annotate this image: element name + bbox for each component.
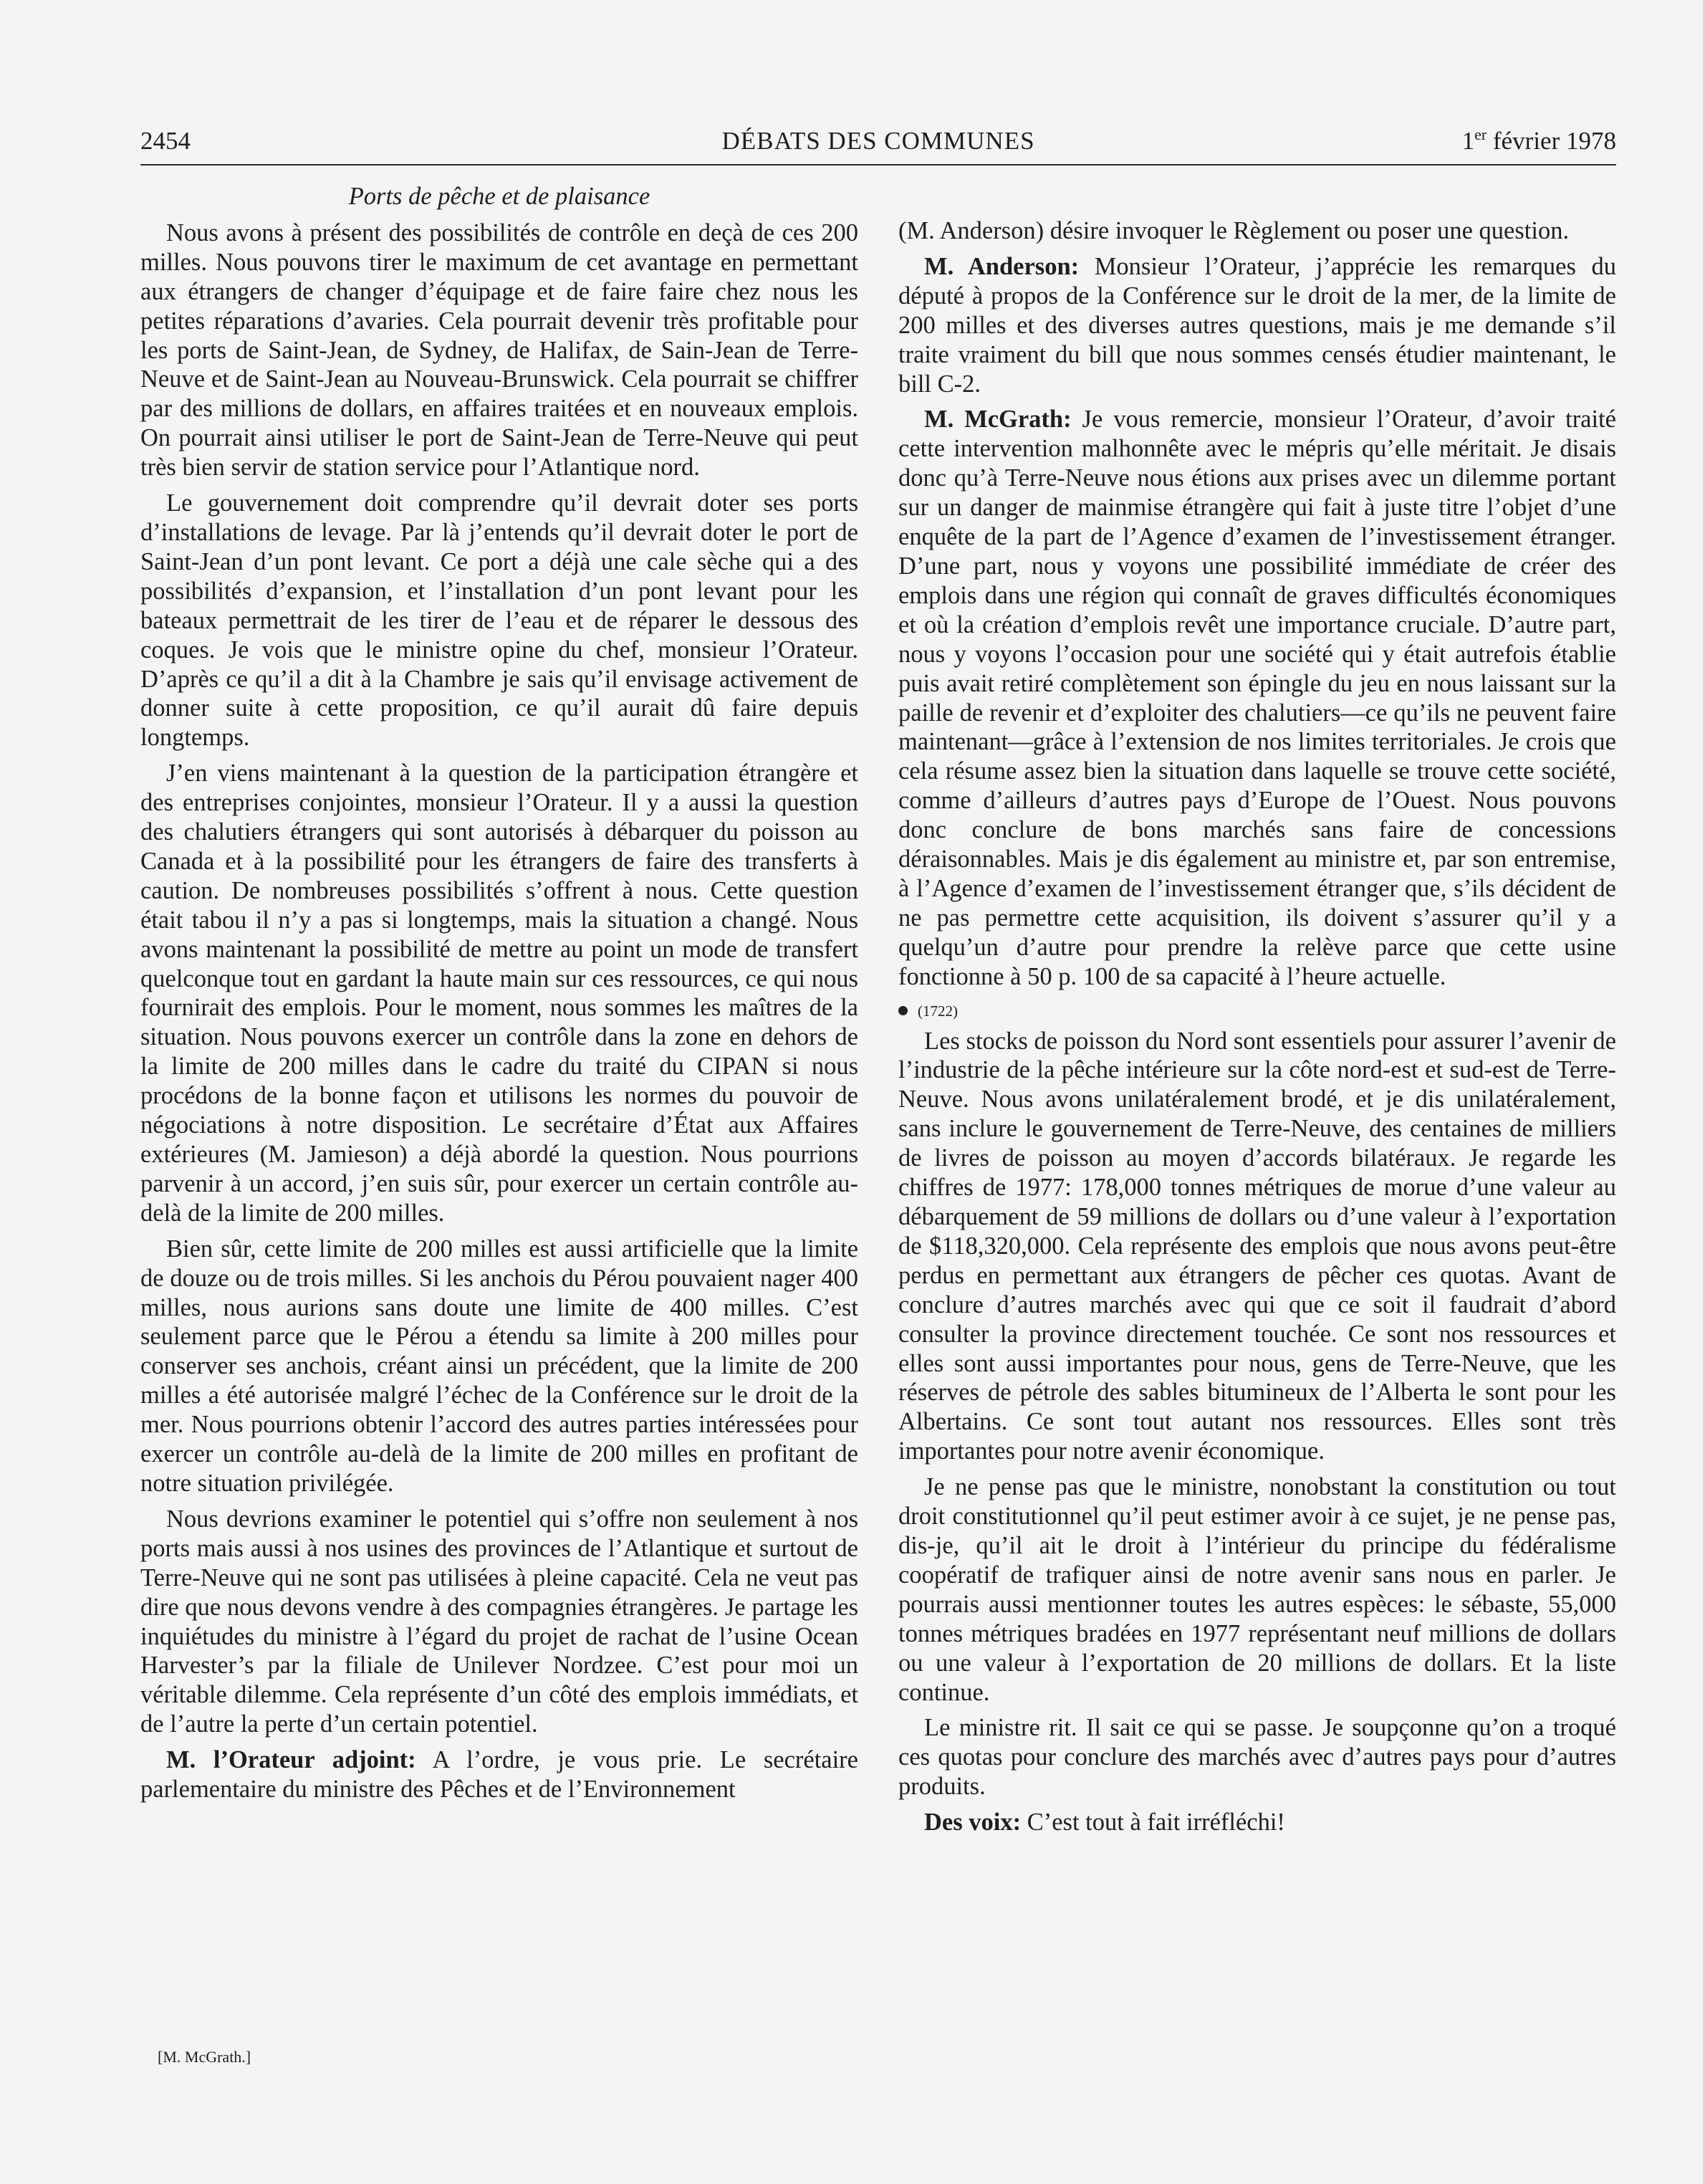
right-column xyxy=(898,216,1616,1844)
time-marker xyxy=(898,998,1616,1024)
bullet-icon xyxy=(898,1006,908,1015)
page-number: 2454 xyxy=(140,127,191,155)
speaker-paragraph xyxy=(898,1808,1616,1837)
paragraph: Je ne pense pas que le ministre, nonobstant la constitution ou tout droit constitutionnel qu’il peut estimer avoir à ce sujet, je ne pense pas, dis-je, qu’il ait le droit à l’intérieur du principe du fédéralisme coopératif de trafiquer ainsi de notre avenir sans nous en parler. Je pourrais aussi mentionner toutes les autres espèces: le sébaste, 55,000 tonnes métriques bradées en 1977 représentant neuf millions de dollars ou une valeur à l’exportation de 20 millions de dollars. Et la liste continue. xyxy=(898,1473,1616,1706)
speaker-name: M. l’Orateur adjoint: xyxy=(166,1746,416,1774)
date-day: 1 xyxy=(1461,127,1475,155)
speaker-paragraph xyxy=(898,405,1616,991)
speech-text: Je vous remercie, monsieur l’Orateur, d’avoir traité cette intervention malhonnête avec le mépris qu’elle méritait. Je disais donc qu’à Terre-Neuve nous étions aux prises avec un dilemme portant sur un danger de mainmise étrangère qui fait à juste titre l’objet d’une enquête de la part de l’Agence d’examen de l’investissement étranger. D’une part, nous y voyons une possibilité immédiate de créer des emplois dans une région qui connaît de graves difficultés économiques et où la création d’emplois revêt une importance cruciale. D’autre part, nous y voyons l’occasion pour une société qui y était autrefois établie puis avait retiré complètement son épingle du jeu en nous laissant sur la paille de revenir et d’exploiter des chalutiers—ce qu’ils ne peuvent faire maintenant—grâce à l’extension de nos limites territoriales. Je crois que cela résume assez bien la situation dans laquelle se trouve cette société, comme d’ailleurs d’autres pays d’Europe de l’Ouest. Nous pouvons donc conclure de bons marchés sans faire de concessions déraisonnables. Mais je dis également au ministre et, par son entremise, à l’Agence d’examen de l’investissement étranger que, s’ils décident de ne pas permettre cette acquisition, ils doivent s’assurer qu’il y a quelqu’un d’autre pour prendre la relève parce que cette usine fonctionne à 50 p. 100 de sa capacité à l’heure actuelle. xyxy=(898,406,1616,990)
paragraph: Les stocks de poisson du Nord sont essentiels pour assurer l’avenir de l’industrie de la pêche intérieure sur la côte nord-est et sud-est de Terre-Neuve. Nous avons unilatéralement brodé, et je dis unilatéralement, sans inclure le gouvernement de Terre-Neuve, des centaines de milliers de livres de poisson au moyen d’accords bilatéraux. Je regarde les chiffres de 1977: 178,000 tonnes métriques de morue d’une valeur au débarquement de 59 millions de dollars ou d’une valeur à l’exportation de $118,320,000. Cela représente des emplois que nous avons peut-être perdus en permettant aux étrangers de pêcher ces quotas. Avant de conclure d’autres marchés avec qui que ce soit il faudrait d’abord consulter la province directement touchée. Ce sont nos ressources et elles sont aussi importantes pour nous, gens de Terre-Neuve, que les réserves de pétrole des sables bitumineux de l’Alberta le sont pour les Albertains. Ce sont tout autant nos ressources. Elles sont très importantes pour notre avenir économique. xyxy=(898,1027,1616,1465)
speech-text: A l’ordre, je vous prie. Le secrétaire parlementaire du ministre des Pêches et de l’Environnement xyxy=(140,1746,858,1804)
date-rest: février 1978 xyxy=(1492,127,1616,155)
speaker-name: M. Anderson: xyxy=(924,252,1080,280)
paragraph: Bien sûr, cette limite de 200 milles est aussi artificielle que la limite de douze ou de trois milles. Si les anchois du Pérou pouvaient nager 400 milles, nous aurions sans doute une limite de 400 milles. C’est seulement parce que le Pérou a étendu sa limite à 200 milles pour conserver ses anchois, créant ainsi un précédent, que la limite de 200 milles a été autorisée malgré l’échec de la Conférence sur le droit de la mer. Nous pourrions obtenir l’accord des autres parties intéressées pour exercer un contrôle au-delà de la limite de 200 milles en profitant de notre situation privilégée. xyxy=(140,1235,858,1497)
publication-title: DÉBATS DES COMMUNES xyxy=(721,127,1035,155)
paragraph: Le gouvernement doit comprendre qu’il devrait doter ses ports d’installations de levage. Par là j’entends qu’il devrait doter le port de Saint-Jean d’un pont levant. Ce port a déjà une cale sèche qui a des possibilités d’expansion, et l’installation d’un pont levant pour les bateaux permettrait de les tirer de l’eau et de réparer le dessous des coques. Je vois que le ministre opine du chef, monsieur l’Orateur. D’après ce qu’il a dit à la Chambre je sais qu’il envisage activement de donner suite à cette proposition, ce qu’il aurait dû faire depuis longtemps. xyxy=(140,489,858,752)
paragraph: Le ministre rit. Il sait ce qui se passe. Je soupçonne qu’on a troqué ces quotas pour conclure des marchés avec d’autres pays pour d’autres produits. xyxy=(898,1714,1616,1801)
footnote: [M. McGrath.] xyxy=(158,2048,251,2066)
paragraph: J’en viens maintenant à la question de la participation étrangère et des entreprises conjointes, monsieur l’Orateur. Il y a aussi la question des chalutiers étrangers qui sont autorisés à débarquer du poisson au Canada et à la possibilité pour les étrangers de faire des transferts à caution. De nombreuses possibilités s’offrent à nous. Cette question était tabou il n’y a pas si longtemps, mais la situation a changé. Nous avons maintenant la possibilité de mettre au point un mode de transfert quelconque tout en gardant la haute main sur ces ressources, ce qui nous fournirait des emplois. Pour le moment, nous sommes les maîtres de la situation. Nous pouvons exercer un contrôle dans la zone en dehors de la limite de 200 milles dans le cadre du traité du CIPAN si nous procédons de la bonne façon et utilisons les normes du pouvoir de négociations à notre disposition. Le secrétaire d’État aux Affaires extérieures (M. Jamieson) a déjà abordé la question. Nous pourrions parvenir à un accord, j’en suis sûr, pour exercer un certain contrôle au-delà de la limite de 200 milles. xyxy=(140,760,858,1227)
speaker-name: M. McGrath: xyxy=(924,406,1072,434)
paragraph: Nous avons à présent des possibilités de contrôle en deçà de ces 200 milles. Nous pouvons tirer le maximum de cet avantage en permettant aux étrangers de changer d’équipage et de faire faire chez nous les petites réparations d’avaries. Cela pourrait devenir très profitable pour les ports de Saint-Jean, de Sydney, de Halifax, de Sain-Jean de Terre-Neuve et de Saint-Jean au Nouveau-Brunswick. Cela pourrait se chiffrer par des millions de dollars, en affaires traitées et en nouveaux emplois. On pourrait ainsi utiliser le port de Saint-Jean de Terre-Neuve qui peut très bien servir de station service pour l’Atlantique nord. xyxy=(140,219,858,482)
paragraph: (M. Anderson) désire invoquer le Règlement ou poser une question. xyxy=(898,217,1570,244)
speech-text: C’est tout à fait irréfléchi! xyxy=(1021,1809,1285,1836)
speaker-name: Des voix: xyxy=(924,1809,1022,1836)
page-date xyxy=(1462,122,1616,161)
section-title: Ports de pêche et de plaisance xyxy=(348,183,650,210)
date-superscript: er xyxy=(1474,125,1487,143)
speaker-paragraph xyxy=(140,1745,858,1804)
time-marker-text: (1722) xyxy=(918,1002,958,1020)
left-column xyxy=(140,182,858,1811)
paragraph: Nous devrions examiner le potentiel qui s’offre non seulement à nos ports mais aussi à nos usines des provinces de l’Atlantique et surtout de Terre-Neuve qui ne sont pas utilisées à pleine capacité. Cela ne veut pas dire que nous devons vendre à des compagnies étrangères. Je partage les inquiétudes du ministre à l’égard du projet de rachat de l’usine Ocean Harvester’s par la filiale de Unilever Nordzee. C’est pour moi un véritable dilemme. Cela représente d’un côté des emplois immédiats, et de l’autre la perte d’un certain potentiel. xyxy=(140,1505,858,1738)
header-rule xyxy=(140,164,1616,166)
page-header xyxy=(140,122,1616,161)
speech-text: Monsieur l’Orateur, j’apprécie les remarques du député à propos de la Conférence sur le droit de la mer, de la limite de 200 milles et des diverses autres questions, mais je me demande s’il traite vraiment du bill que nous sommes censés étudier maintenant, le bill C-2. xyxy=(898,252,1616,398)
speaker-paragraph xyxy=(898,252,1616,399)
